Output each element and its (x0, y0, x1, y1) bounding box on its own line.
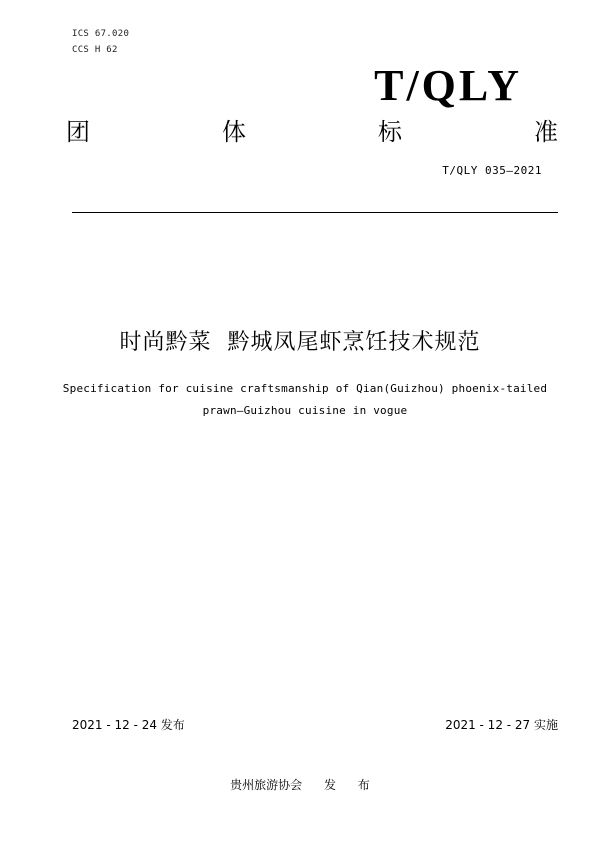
issue-date: 2021 - 12 - 24 发布 (72, 718, 185, 732)
standard-type-char: 体 (222, 118, 246, 146)
chinese-title: 时尚黔菜 黔城凤尾虾烹饪技术规范 (119, 330, 481, 355)
document-number: T/QLY 035—2021 (442, 164, 542, 177)
english-title-line-1: Specification for cuisine craftsmanship of Qian(Guizhou) phoenix-tailed (62, 382, 548, 395)
ics-code: ICS 67.020 (72, 29, 130, 39)
standard-type-char: 团 (66, 118, 90, 146)
standard-type-char: 准 (534, 118, 558, 146)
standard-type-heading (66, 116, 558, 148)
english-title-line-2: prawn—Guizhou cuisine in vogue (202, 404, 408, 417)
implementation-date: 2021 - 12 - 27 实施 (445, 718, 558, 732)
english-title (60, 378, 550, 422)
standard-type-char: 标 (378, 118, 402, 146)
header-divider (72, 212, 558, 213)
standard-brand-logo: T/QLY (374, 61, 522, 110)
publisher: 贵州旅游协会 发 布 (230, 778, 370, 792)
ccs-code: CCS H 62 (72, 45, 118, 55)
